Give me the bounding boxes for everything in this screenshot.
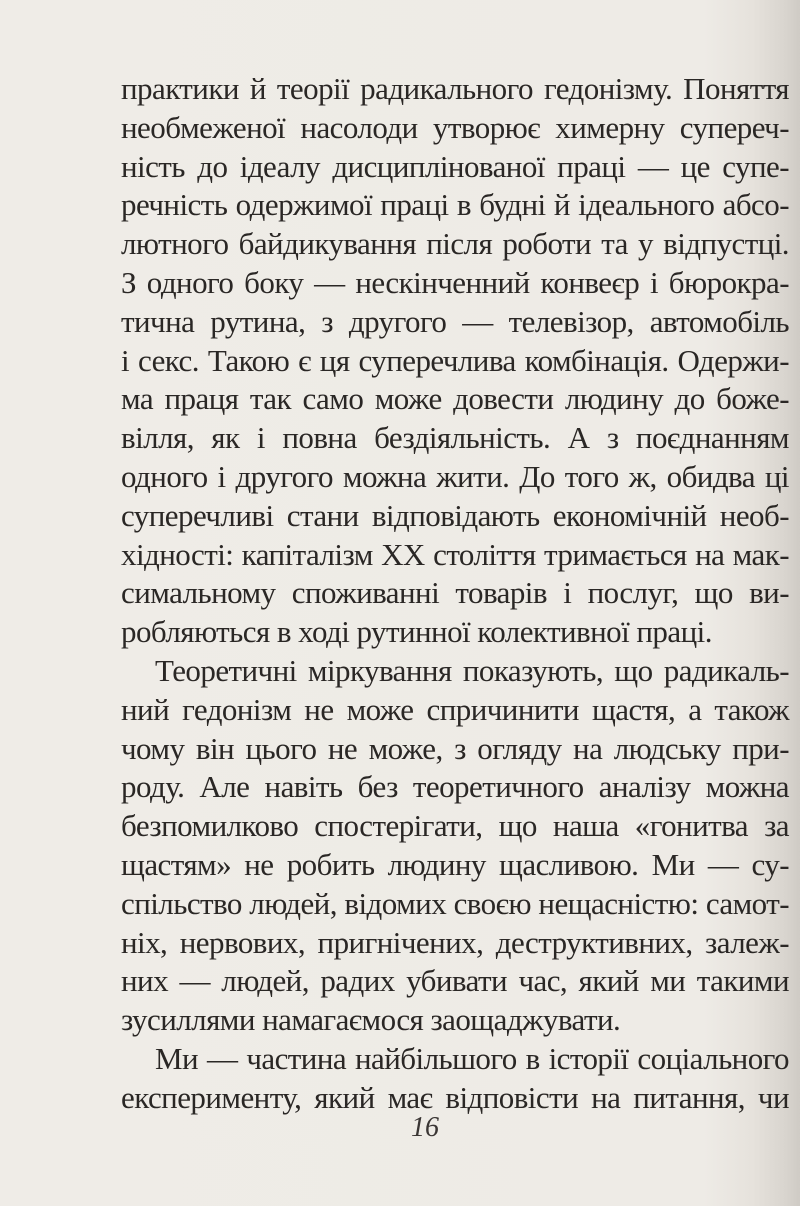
text-line: спільство людей, відомих своєю нещасністю: самот- [121,885,789,921]
text-line: симальному споживанні товарів і послуг, що ви- [121,575,789,611]
text-line: і секс. Такою є ця суперечлива комбінація. Одержи- [121,342,789,378]
text-line: ний гедонізм не може спричинити щастя, а також [121,691,789,727]
text-line: чому він цього не може, з огляду на людську при- [121,730,789,766]
text-line: суперечливі стани відповідають економічній необ- [121,497,789,533]
text-line: ма праця так само може довести людину до боже- [121,381,789,417]
text-line: роду. Але навіть без теоретичного аналізу можна [121,769,789,805]
text-line: необмеженої насолоди утворює химерну супереч- [121,109,789,145]
text-line: вілля, як і повна бездіяльність. А з поєднанням [121,420,789,456]
text-line: ніх, нервових, пригнічених, деструктивних, залеж- [121,924,789,960]
text-line: експерименту, який має відповісти на питання, чи [121,1079,789,1115]
text-line: практики й теорії радикального гедонізму. Поняття [121,71,789,106]
text-line: одного і другого можна жити. До того ж, обидва ці [121,458,789,494]
text-line: робляються в ході рутинної колективної праці. [121,614,712,650]
text-line: ність до ідеалу дисциплінованої праці — це супе- [121,148,789,184]
paragraph-3 [121,1040,789,1118]
text-line: Теоретичні міркування показують, що радикаль- [155,652,789,688]
text-line: безпомилково спостерігати, що наша «гонитва за [121,808,789,844]
text-line: них — людей, радих убивати час, який ми такими [121,963,789,999]
text-line: Ми — частина найбільшого в історії соціального [155,1040,789,1076]
text-line: лютного байдикування після роботи та у відпустці. [121,226,789,262]
text-line: щастям» не робить людину щасливою. Ми — су- [121,846,789,882]
paragraph-1 [121,70,789,652]
text-line: зусиллями намагаємося заощаджувати. [121,1002,621,1038]
body-text [121,70,789,1118]
text-line: речність одержимої праці в будні й ідеального абсо- [121,187,789,223]
paragraph-2 [121,652,789,1040]
page-number: 16 [411,1112,439,1143]
text-line: З одного боку — нескінченний конвеєр і бюрокра- [121,264,789,300]
text-line: хідності: капіталізм XX століття тримається на мак- [121,536,789,572]
text-line: тична рутина, з другого — телевізор, автомобіль [121,303,789,339]
